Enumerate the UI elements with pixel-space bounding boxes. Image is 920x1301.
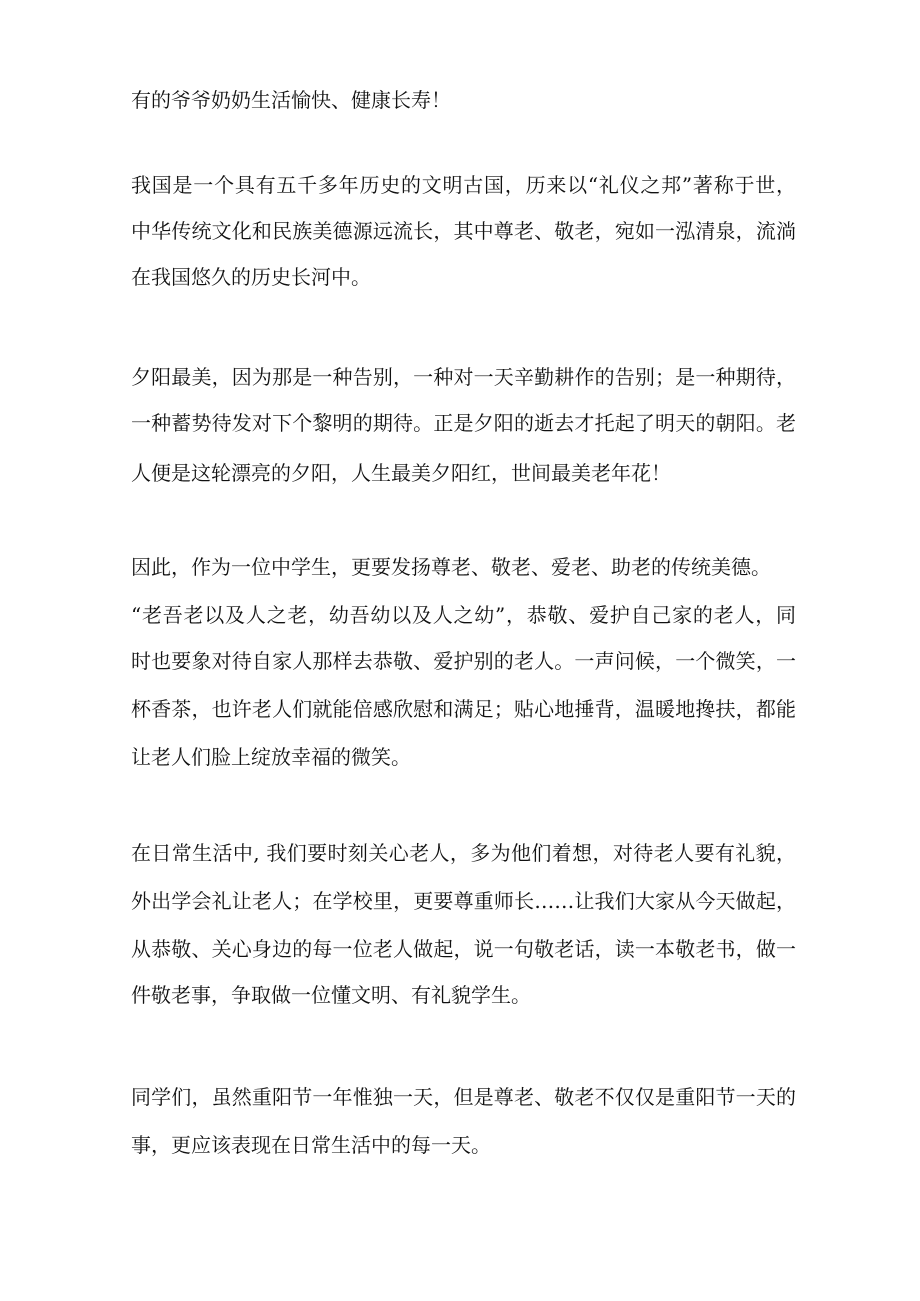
text-line: 同学们，虽然重阳节一年惟独一天，但是尊老、敬老不仅仅是重阳节一天的 bbox=[131, 1085, 796, 1109]
text-line: 从恭敬、关心身边的每一位老人做起，说一句敬老话，读一本敬老书，做一 bbox=[131, 937, 796, 961]
text-line: 时也要象对待自家人那样去恭敬、爱护别的老人。一声问候，一个微笑，一 bbox=[131, 649, 796, 673]
text-line: 我国是一个具有五千多年历史的文明古国，历来以“礼仪之邦”著称于世， bbox=[131, 173, 796, 197]
text-line: 夕阳最美，因为那是一种告别，一种对一天辛勤耕作的告别；是一种期待， bbox=[131, 365, 796, 389]
text-line: 有的爷爷奶奶生活愉快、健康长寿！ bbox=[131, 88, 451, 112]
text-line: 人便是这轮漂亮的夕阳，人生最美夕阳红，世间最美老年花！ bbox=[131, 461, 671, 485]
text-line: 在日常生活中, 我们要时刻关心老人，多为他们着想，对待老人要有礼貌， bbox=[131, 841, 796, 865]
text-line: 件敬老事，争取做一位懂文明、有礼貌学生。 bbox=[131, 983, 531, 1007]
text-line: 中华传统文化和民族美德源远流长，其中尊老、敬老，宛如一泓清泉，流淌 bbox=[131, 219, 796, 243]
text-line: 一种蓄势待发对下个黎明的期待。正是夕阳的逝去才托起了明天的朝阳。老 bbox=[131, 411, 796, 435]
text-line: 外出学会礼让老人；在学校里，更要尊重师长……让我们大家从今天做起， bbox=[131, 889, 796, 913]
text-line: 在我国悠久的历史长河中。 bbox=[131, 265, 371, 289]
text-line: 事，更应该表现在日常生活中的每一天。 bbox=[131, 1133, 491, 1157]
text-line: 杯香茶，也许老人们就能倍感欣慰和满足；贴心地捶背，温暖地搀扶，都能 bbox=[131, 697, 796, 721]
text-line: “老吾老以及人之老，幼吾幼以及人之幼”，恭敬、爱护自己家的老人，同 bbox=[131, 603, 796, 627]
text-line: 让老人们脸上绽放幸福的微笑。 bbox=[131, 745, 411, 769]
text-line: 因此，作为一位中学生，更要发扬尊老、敬老、爱老、助老的传统美德。 bbox=[131, 555, 771, 579]
